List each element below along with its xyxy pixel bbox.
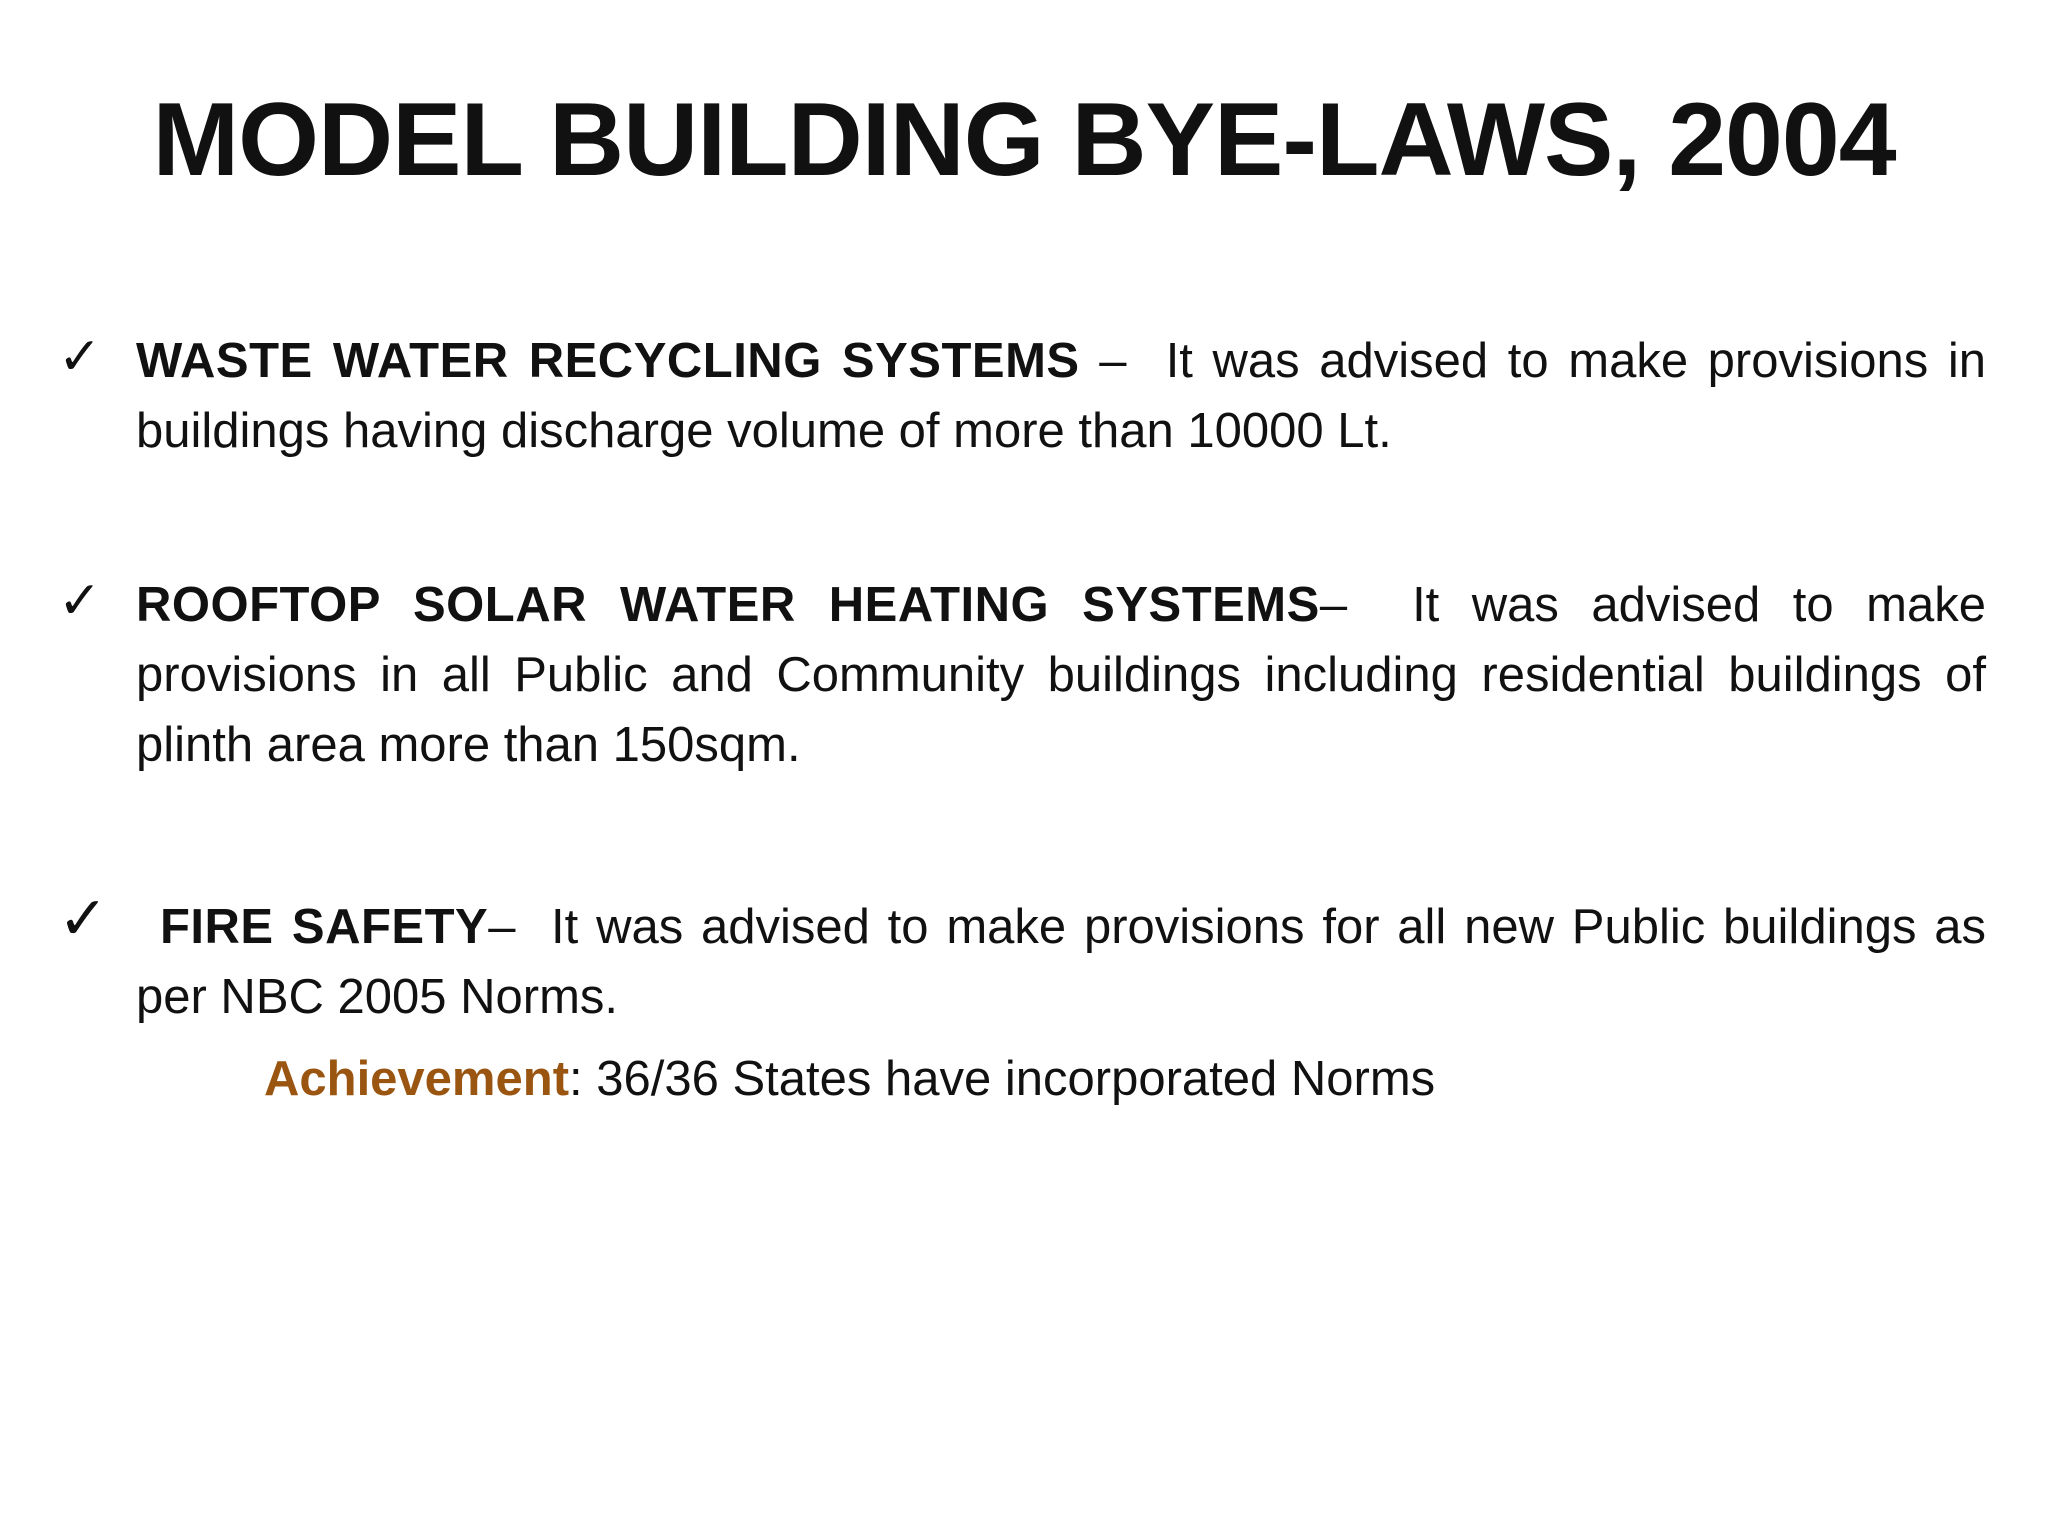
- bullet-separator: –: [1319, 578, 1413, 632]
- achievement-label: Achievement: [264, 1052, 570, 1106]
- bullet-item-solar-heating: [136, 570, 1986, 780]
- bullet-separator: –: [488, 900, 552, 954]
- bullet-item-waste-water: [136, 326, 1986, 466]
- bullet-text: It was advised to make provisions in all Public and Community buildings including residential buildings of plinth area more than 150sqm.: [136, 578, 1986, 772]
- bullet-separator: –: [1079, 334, 1166, 388]
- bullet-heading: FIRE SAFETY: [160, 900, 489, 954]
- bullet-item-fire-safety: [136, 892, 1986, 1032]
- bullet-heading: WASTE WATER RECYCLING SYSTEMS: [136, 334, 1080, 388]
- check-mark-icon: ✓: [58, 884, 109, 954]
- achievement-line: [264, 1044, 1435, 1114]
- achievement-text: : 36/36 States have incorporated Norms: [569, 1052, 1436, 1106]
- bullet-text: It was advised to make provisions in buildings having discharge volume of more than 10000 Lt.: [136, 334, 1987, 458]
- check-mark-icon: ✓: [58, 327, 102, 387]
- check-mark-icon: ✓: [58, 571, 102, 631]
- slide-title: MODEL BUILDING BYE-LAWS, 2004: [152, 82, 1896, 198]
- bullet-heading: ROOFTOP SOLAR WATER HEATING SYSTEMS: [136, 578, 1320, 632]
- bullet-text: It was advised to make provisions for all new Public buildings as per NBC 2005 Norms.: [136, 900, 1986, 1024]
